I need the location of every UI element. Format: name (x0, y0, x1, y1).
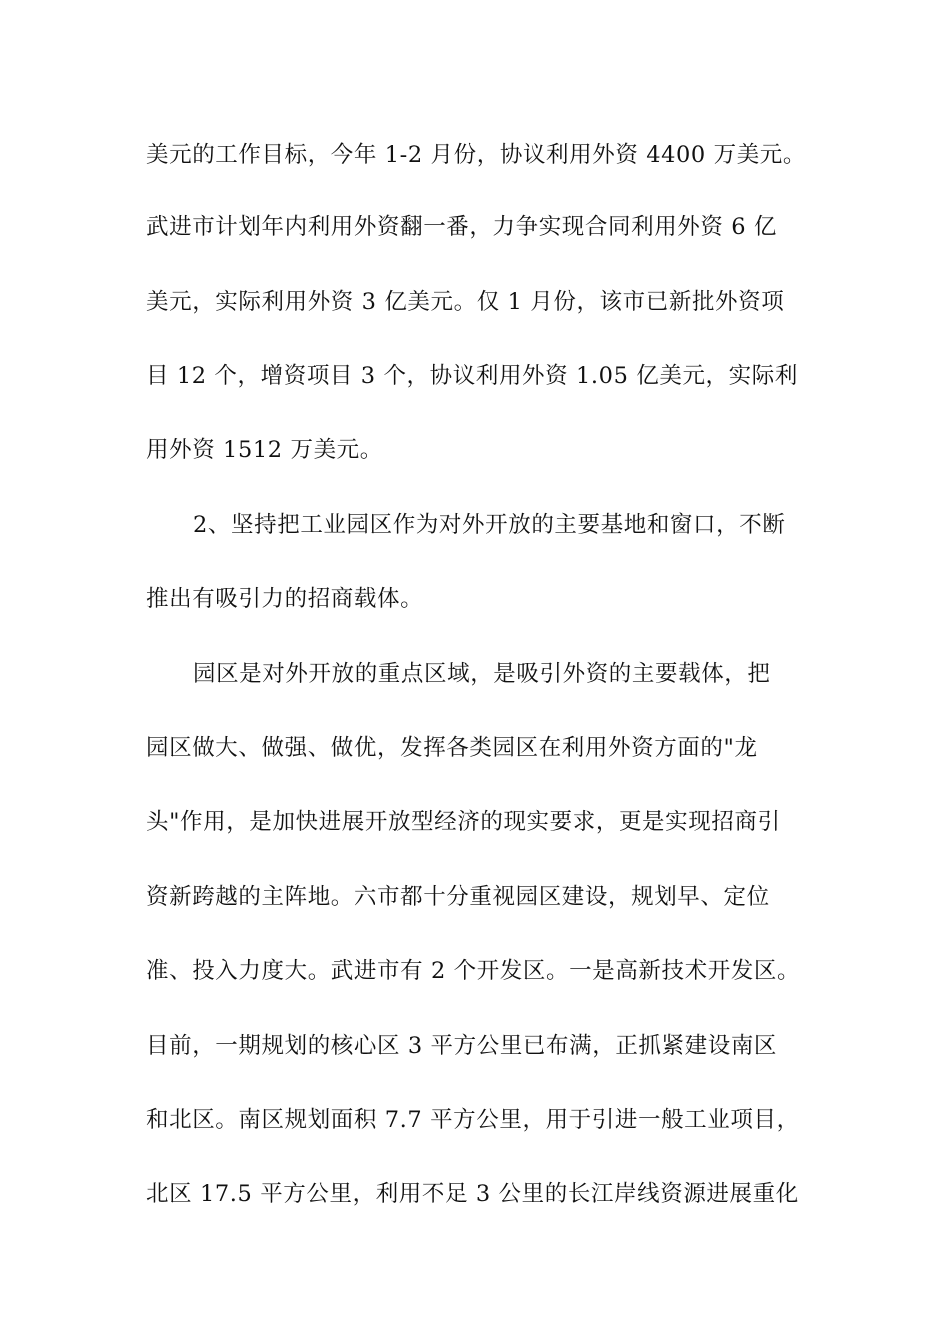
text-line: 准、投入力度大。武进市有 2 个开发区。一是高新技术开发区。 (146, 958, 801, 984)
text-line: 头"作用，是加快进展开放型经济的现实要求，更是实现招商引 (146, 809, 781, 835)
text-line: 武进市计划年内利用外资翻一番，力争实现合同利用外资 6 亿 (146, 214, 778, 240)
text-line: 美元的工作目标，今年 1-2 月份，协议利用外资 4400 万美元。 (146, 142, 807, 168)
text-line: 和北区。南区规划面积 7.7 平方公里，用于引进一般工业项目， (146, 1107, 800, 1133)
text-line: 美元，实际利用外资 3 亿美元。仅 1 月份，该市已新批外资项 (146, 289, 785, 315)
text-line: 目 12 个，增资项目 3 个，协议利用外资 1.05 亿美元，实际利 (146, 363, 798, 389)
text-line: 北区 17.5 平方公里，利用不足 3 公里的长江岸线资源进展重化 (146, 1181, 799, 1207)
text-line: 园区是对外开放的重点区域，是吸引外资的主要载体，把 (193, 661, 771, 687)
text-line: 用外资 1512 万美元。 (146, 437, 383, 463)
text-line: 园区做大、做强、做优，发挥各类园区在利用外资方面的"龙 (146, 735, 758, 761)
text-line: 资新跨越的主阵地。六市都十分重视园区建设，规划早、定位 (146, 884, 770, 910)
text-line: 目前，一期规划的核心区 3 平方公里已布满，正抓紧建设南区 (146, 1033, 778, 1059)
heading-line: 2、坚持把工业园区作为对外开放的主要基地和窗口，不断 (193, 512, 786, 538)
heading-line: 推出有吸引力的招商载体。 (146, 586, 424, 612)
